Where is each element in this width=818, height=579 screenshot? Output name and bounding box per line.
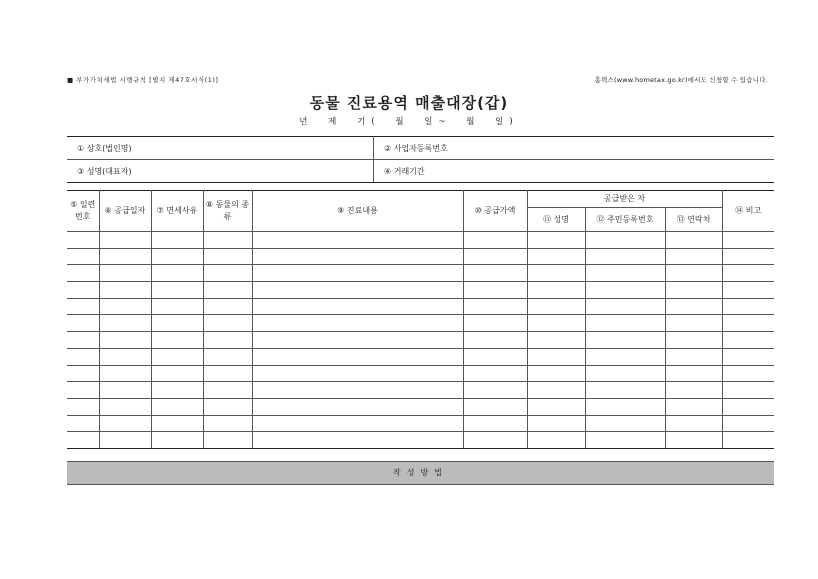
- col-recipient-group: 공급받은 자: [527, 191, 722, 208]
- ledger-cell[interactable]: [252, 282, 463, 299]
- tax-period-line: 년 제 기( 월 일~ 월 일): [299, 117, 519, 127]
- ledger-cell[interactable]: [67, 315, 99, 332]
- ledger-cell[interactable]: [585, 348, 665, 365]
- ledger-cell[interactable]: [527, 248, 585, 265]
- ledger-cell[interactable]: [67, 232, 99, 249]
- col-treatment: ⑨ 진료내용: [252, 191, 463, 232]
- ledger-cell[interactable]: [722, 248, 774, 265]
- table-row: [67, 415, 774, 432]
- ledger-cell[interactable]: [463, 398, 527, 415]
- ledger-cell[interactable]: [67, 398, 99, 415]
- table-row: [67, 298, 774, 315]
- ledger-cell[interactable]: [99, 432, 151, 449]
- col-serial: ⑤ 일련번호: [67, 191, 99, 232]
- ledger-cell[interactable]: [203, 365, 252, 382]
- ledger-cell[interactable]: [722, 332, 774, 349]
- ledger-cell[interactable]: [665, 382, 722, 399]
- ledger-cell[interactable]: [67, 432, 99, 449]
- ledger-cell[interactable]: [252, 298, 463, 315]
- ledger-cell[interactable]: [665, 415, 722, 432]
- ledger-cell[interactable]: [665, 398, 722, 415]
- ledger-cell[interactable]: [585, 282, 665, 299]
- ledger-cell[interactable]: [722, 398, 774, 415]
- ledger-cell[interactable]: [151, 415, 203, 432]
- ledger-cell[interactable]: [203, 315, 252, 332]
- col-exempt-reason: ⑦ 면세사유: [151, 191, 203, 232]
- table-row: [67, 432, 774, 449]
- ledger-cell[interactable]: [252, 265, 463, 282]
- ledger-cell[interactable]: [722, 365, 774, 382]
- ledger-cell[interactable]: [665, 232, 722, 249]
- ledger-cell[interactable]: [151, 298, 203, 315]
- ledger-cell[interactable]: [203, 248, 252, 265]
- ledger-cell[interactable]: [463, 382, 527, 399]
- ledger-cell[interactable]: [665, 282, 722, 299]
- ledger-cell[interactable]: [527, 232, 585, 249]
- ledger-cell[interactable]: [99, 265, 151, 282]
- ledger-cell[interactable]: [665, 315, 722, 332]
- business-number-field[interactable]: ② 사업자등록번호: [374, 137, 775, 160]
- ledger-cell[interactable]: [722, 382, 774, 399]
- ledger-cell[interactable]: [585, 315, 665, 332]
- ledger-cell[interactable]: [203, 432, 252, 449]
- representative-field[interactable]: ③ 성명(대표자): [67, 160, 374, 183]
- ledger-cell[interactable]: [203, 382, 252, 399]
- ledger-cell[interactable]: [252, 348, 463, 365]
- ledger-cell[interactable]: [585, 248, 665, 265]
- ledger-cell[interactable]: [527, 348, 585, 365]
- ledger-cell[interactable]: [527, 365, 585, 382]
- ledger-cell[interactable]: [463, 365, 527, 382]
- ledger-cell[interactable]: [99, 298, 151, 315]
- ledger-cell[interactable]: [151, 248, 203, 265]
- col-note: ⑭ 비고: [722, 191, 774, 232]
- ledger-cell[interactable]: [527, 298, 585, 315]
- ledger-cell[interactable]: [252, 415, 463, 432]
- ledger-cell[interactable]: [463, 282, 527, 299]
- ledger-cell[interactable]: [203, 348, 252, 365]
- ledger-cell[interactable]: [463, 248, 527, 265]
- ledger-cell[interactable]: [585, 398, 665, 415]
- ledger-cell[interactable]: [585, 232, 665, 249]
- ledger-cell[interactable]: [151, 282, 203, 299]
- ledger-cell[interactable]: [151, 398, 203, 415]
- ledger-cell[interactable]: [665, 348, 722, 365]
- ledger-cell[interactable]: [252, 248, 463, 265]
- table-row: [67, 332, 774, 349]
- ledger-cell[interactable]: [585, 415, 665, 432]
- ledger-cell[interactable]: [665, 365, 722, 382]
- table-row: [67, 398, 774, 415]
- ledger-cell[interactable]: [67, 415, 99, 432]
- table-row: [67, 348, 774, 365]
- ledger-cell[interactable]: [463, 232, 527, 249]
- ledger-cell[interactable]: [722, 348, 774, 365]
- table-row: [67, 265, 774, 282]
- table-row: [67, 382, 774, 399]
- ledger-cell[interactable]: [99, 348, 151, 365]
- ledger-cell[interactable]: [203, 398, 252, 415]
- ledger-rows: [67, 232, 774, 449]
- ledger-cell[interactable]: [151, 265, 203, 282]
- ledger-cell[interactable]: [151, 348, 203, 365]
- col-animal-type: ⑧ 동물의 종류: [203, 191, 252, 232]
- ledger-cell[interactable]: [67, 282, 99, 299]
- col-supply-date: ⑥ 공급일자: [99, 191, 151, 232]
- table-row: [67, 365, 774, 382]
- ledger-cell[interactable]: [67, 248, 99, 265]
- ledger-cell[interactable]: [67, 298, 99, 315]
- ledger-cell[interactable]: [203, 232, 252, 249]
- ledger-cell[interactable]: [722, 415, 774, 432]
- ledger-cell[interactable]: [585, 432, 665, 449]
- ledger-cell[interactable]: [665, 332, 722, 349]
- ledger-cell[interactable]: [722, 315, 774, 332]
- ledger-cell[interactable]: [99, 415, 151, 432]
- ledger-cell[interactable]: [722, 232, 774, 249]
- trade-period-field[interactable]: ④ 거래기간: [374, 160, 775, 183]
- ledger-cell[interactable]: [67, 382, 99, 399]
- ledger-cell[interactable]: [203, 415, 252, 432]
- sales-ledger-table: [67, 190, 774, 449]
- ledger-cell[interactable]: [67, 332, 99, 349]
- ledger-cell[interactable]: [527, 415, 585, 432]
- col-resident-number: ⑫ 주민등록번호: [585, 208, 665, 232]
- ledger-cell[interactable]: [252, 382, 463, 399]
- ledger-cell[interactable]: [252, 315, 463, 332]
- table-row: [67, 282, 774, 299]
- ledger-cell[interactable]: [99, 282, 151, 299]
- ledger-cell[interactable]: [151, 432, 203, 449]
- ledger-cell[interactable]: [585, 382, 665, 399]
- ledger-cell[interactable]: [99, 232, 151, 249]
- ledger-cell[interactable]: [67, 365, 99, 382]
- ledger-cell[interactable]: [585, 365, 665, 382]
- col-supply-value: ⑩ 공급가액: [463, 191, 527, 232]
- ledger-cell[interactable]: [665, 248, 722, 265]
- ledger-cell[interactable]: [252, 398, 463, 415]
- ledger-cell[interactable]: [463, 332, 527, 349]
- ledger-cell[interactable]: [67, 265, 99, 282]
- ledger-cell[interactable]: [99, 248, 151, 265]
- ledger-cell[interactable]: [203, 265, 252, 282]
- ledger-cell[interactable]: [527, 315, 585, 332]
- ledger-cell[interactable]: [151, 365, 203, 382]
- hometax-notice: 홈택스(www.hometax.go.kr)에서도 신청할 수 있습니다.: [594, 76, 768, 84]
- ledger-cell[interactable]: [527, 398, 585, 415]
- ledger-cell[interactable]: [252, 365, 463, 382]
- ledger-cell[interactable]: [722, 298, 774, 315]
- page-title: 동물 진료용역 매출대장(갑): [309, 94, 509, 112]
- ledger-cell[interactable]: [151, 232, 203, 249]
- ledger-cell[interactable]: [463, 415, 527, 432]
- ledger-cell[interactable]: [99, 332, 151, 349]
- table-row: [67, 248, 774, 265]
- form-reference: ■ 부가가치세법 시행규칙 [별지 제47호서식(1)]: [67, 76, 219, 84]
- ledger-cell[interactable]: [151, 332, 203, 349]
- business-info-table: [67, 136, 774, 183]
- ledger-cell[interactable]: [151, 315, 203, 332]
- col-contact: ⑬ 연락처: [665, 208, 722, 232]
- ledger-cell[interactable]: [665, 432, 722, 449]
- ledger-cell[interactable]: [151, 382, 203, 399]
- ledger-cell[interactable]: [463, 348, 527, 365]
- ledger-cell[interactable]: [252, 332, 463, 349]
- ledger-cell[interactable]: [67, 348, 99, 365]
- ledger-cell[interactable]: [665, 298, 722, 315]
- ledger-cell[interactable]: [527, 432, 585, 449]
- col-recipient-name: ⑪ 성명: [527, 208, 585, 232]
- ledger-cell[interactable]: [252, 432, 463, 449]
- ledger-cell[interactable]: [203, 298, 252, 315]
- ledger-cell[interactable]: [99, 382, 151, 399]
- ledger-cell[interactable]: [585, 332, 665, 349]
- ledger-cell[interactable]: [203, 282, 252, 299]
- ledger-cell[interactable]: [527, 382, 585, 399]
- ledger-cell[interactable]: [585, 298, 665, 315]
- ledger-cell[interactable]: [722, 265, 774, 282]
- ledger-cell[interactable]: [252, 232, 463, 249]
- ledger-cell[interactable]: [665, 265, 722, 282]
- instructions-heading: 작성방법: [67, 461, 774, 485]
- table-row: [67, 315, 774, 332]
- ledger-cell[interactable]: [527, 265, 585, 282]
- ledger-cell[interactable]: [722, 282, 774, 299]
- ledger-cell[interactable]: [463, 432, 527, 449]
- ledger-cell[interactable]: [99, 315, 151, 332]
- ledger-cell[interactable]: [463, 315, 527, 332]
- ledger-cell[interactable]: [463, 265, 527, 282]
- table-row: [67, 232, 774, 249]
- ledger-cell[interactable]: [585, 265, 665, 282]
- ledger-cell[interactable]: [722, 432, 774, 449]
- trade-name-field[interactable]: ① 상호(법인명): [67, 137, 374, 160]
- ledger-cell[interactable]: [203, 332, 252, 349]
- ledger-cell[interactable]: [527, 282, 585, 299]
- ledger-cell[interactable]: [99, 398, 151, 415]
- ledger-cell[interactable]: [463, 298, 527, 315]
- ledger-cell[interactable]: [527, 332, 585, 349]
- ledger-cell[interactable]: [99, 365, 151, 382]
